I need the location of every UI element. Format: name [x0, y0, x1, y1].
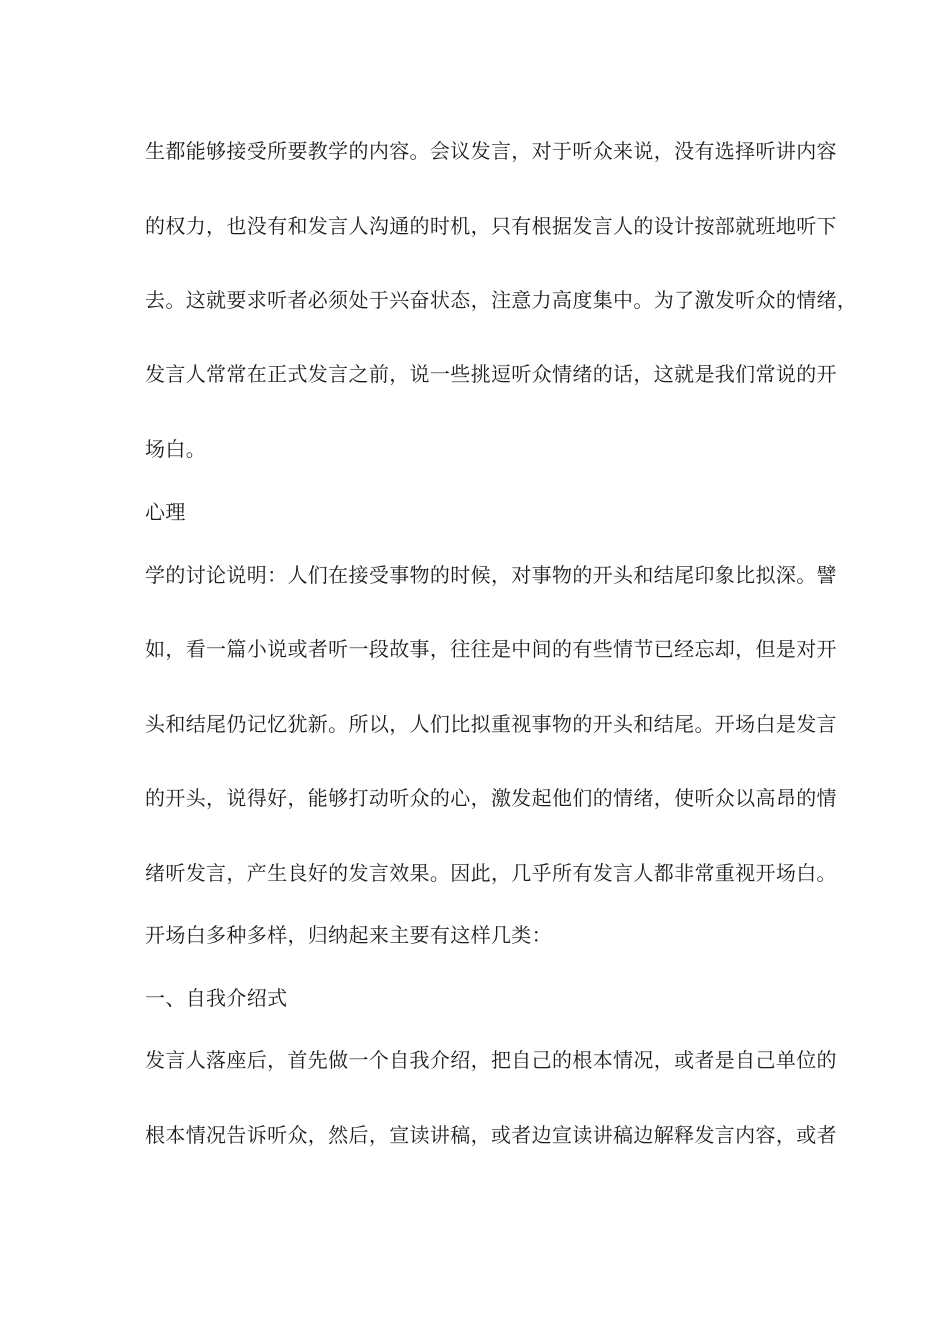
text-line: 的开头，说得好，能够打动听众的心，激发起他们的情绪，使听众以高昂的情 — [145, 786, 837, 810]
text-line: 学的讨论说明：人们在接受事物的时候，对事物的开头和结尾印象比拟深。譬 — [145, 563, 837, 587]
text-line: 的权力，也没有和发言人沟通的时机，只有根据发言人的设计按部就班地听下 — [145, 214, 837, 238]
text-line: 生都能够接受所要教学的内容。会议发言，对于听众来说，没有选择听讲内容 — [145, 139, 837, 163]
section-heading: 一、自我介绍式 — [145, 986, 288, 1010]
text-line: 场白。 — [145, 437, 207, 461]
text-line: 开场白多种多样，归纳起来主要有这样几类： — [145, 923, 552, 947]
text-line: 如，看一篇小说或者听一段故事，往往是中间的有些情节已经忘却，但是对开 — [145, 637, 837, 661]
text-line: 绪听发言，产生良好的发言效果。因此，几乎所有发言人都非常重视开场白。 — [145, 861, 837, 885]
text-line: 头和结尾仍记忆犹新。所以，人们比拟重视事物的开头和结尾。开场白是发言 — [145, 712, 837, 736]
text-line: 根本情况告诉听众，然后，宣读讲稿，或者边宣读讲稿边解释发言内容，或者 — [145, 1123, 837, 1147]
section-heading: 心理 — [145, 500, 186, 524]
text-line: 发言人落座后，首先做一个自我介绍，把自己的根本情况，或者是自己单位的 — [145, 1048, 837, 1072]
text-line: 发言人常常在正式发言之前，说一些挑逗听众情绪的话，这就是我们常说的开 — [145, 362, 837, 386]
text-line: 去。这就要求听者必须处于兴奋状态，注意力高度集中。为了激发听众的情绪， — [145, 288, 858, 312]
